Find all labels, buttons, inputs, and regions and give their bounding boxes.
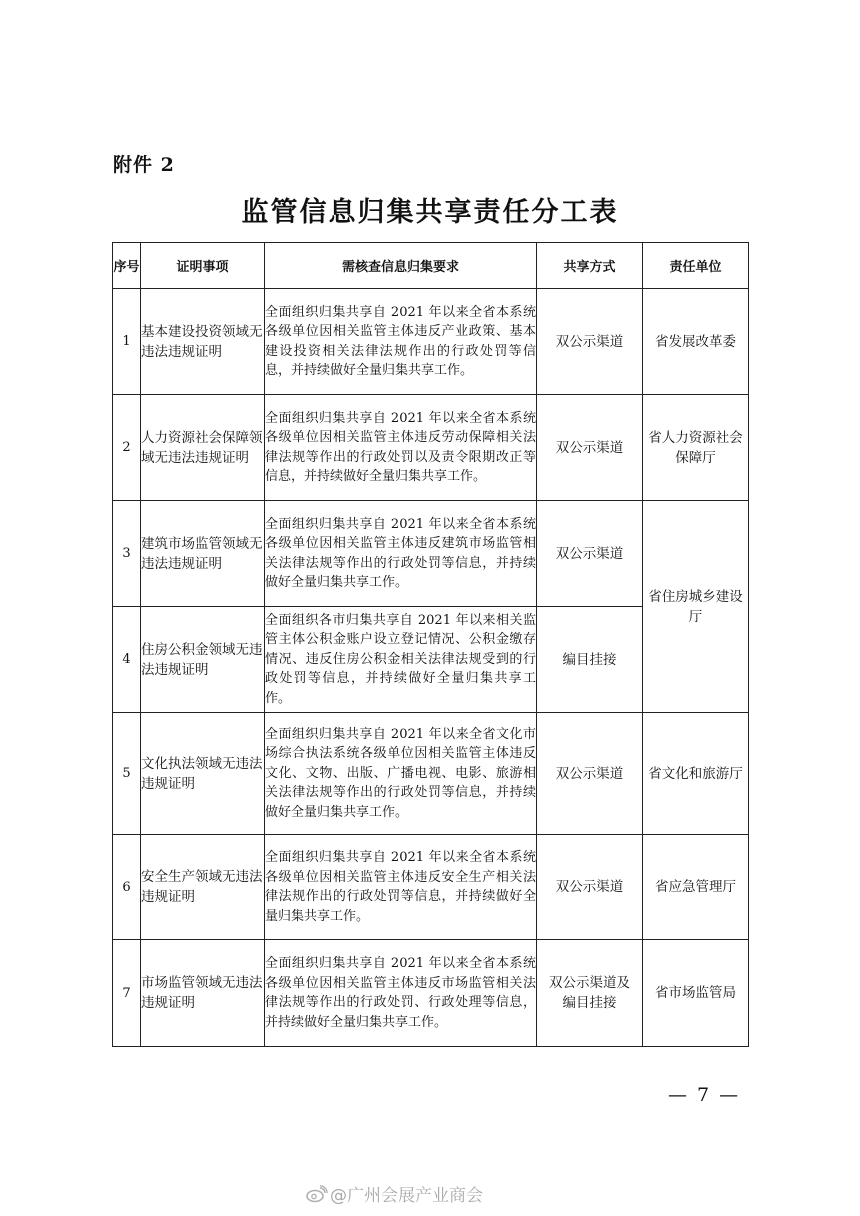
weibo-icon <box>306 1185 328 1203</box>
certificate-item: 安全生产领域无违法违规证明 <box>141 835 265 940</box>
responsible-unit: 省发展改革委 <box>643 289 749 395</box>
table-row <box>113 835 749 940</box>
responsible-unit: 省人力资源社会保障厅 <box>643 395 749 501</box>
row-number: 4 <box>113 607 141 713</box>
header-responsible-unit: 责任单位 <box>643 243 749 289</box>
requirement-text: 全面组织归集共享自 2021 年以来全省本系统各级单位因相关监管主体违反市场监管相关法律法规等作出的行政处罚、行政处理等信息，并持续做好全量归集共享工作。 <box>265 940 537 1047</box>
share-method: 双公示渠道 <box>537 395 643 501</box>
row-number: 3 <box>113 501 141 607</box>
certificate-item: 文化执法领域无违法违规证明 <box>141 713 265 835</box>
header-share-method: 共享方式 <box>537 243 643 289</box>
table-row <box>113 289 749 395</box>
header-serial-number: 序号 <box>113 243 141 289</box>
row-number: 1 <box>113 289 141 395</box>
row-number: 5 <box>113 713 141 835</box>
row-number: 6 <box>113 835 141 940</box>
share-method: 双公示渠道 <box>537 835 643 940</box>
requirement-text: 全面组织各市归集共享自 2021 年以来相关监管主体公积金账户设立登记情况、公积金缴存情况、违反住房公积金相关法律法规受到的行政处罚等信息，并持续做好全量归集共享工作。 <box>265 607 537 713</box>
header-requirement: 需核查信息归集要求 <box>265 243 537 289</box>
header-certificate-item: 证明事项 <box>141 243 265 289</box>
watermark <box>306 1181 483 1206</box>
share-method: 编目挂接 <box>537 607 643 713</box>
requirement-text: 全面组织归集共享自 2021 年以来全省本系统各级单位因相关监管主体违反劳动保障相关法律法规等作出的行政处罚以及责令限期改正等信息，并持续做好全量归集共享工作。 <box>265 395 537 501</box>
responsible-unit: 省应急管理厅 <box>643 835 749 940</box>
requirement-text: 全面组织归集共享自 2021 年以来全省本系统各级单位因相关监管主体违反建筑市场监管相关法律法规等作出的行政处罚等信息，并持续做好全量归集共享工作。 <box>265 501 537 607</box>
certificate-item: 市场监管领域无违法违规证明 <box>141 940 265 1047</box>
table-row <box>113 501 749 607</box>
certificate-item: 基本建设投资领域无违法违规证明 <box>141 289 265 395</box>
responsible-unit: 省住房城乡建设厅 <box>643 501 749 713</box>
attachment-label: 附件 2 <box>113 154 175 176</box>
share-method: 双公示渠道 <box>537 289 643 395</box>
share-method: 双公示渠道及编目挂接 <box>537 940 643 1047</box>
certificate-item: 建筑市场监管领域无违法违规证明 <box>141 501 265 607</box>
table-row <box>113 713 749 835</box>
responsible-unit: 省市场监管局 <box>643 940 749 1047</box>
watermark-text: @广州会展产业商会 <box>330 1186 483 1206</box>
share-method: 双公示渠道 <box>537 713 643 835</box>
requirement-text: 全面组织归集共享自 2021 年以来全省文化市场综合执法系统各级单位因相关监管主体违反文化、文物、出版、广播电视、电影、旅游相关法律法规等作出的行政处罚等信息，并持续做好全量归集共享工作。 <box>265 713 537 835</box>
table-row <box>113 940 749 1047</box>
row-number: 7 <box>113 940 141 1047</box>
certificate-item: 人力资源社会保障领域无违法违规证明 <box>141 395 265 501</box>
certificate-item: 住房公积金领域无违法违规证明 <box>141 607 265 713</box>
requirement-text: 全面组织归集共享自 2021 年以来全省本系统各级单位因相关监管主体违反安全生产相关法律法规作出的行政处罚等信息，并持续做好全量归集共享工作。 <box>265 835 537 940</box>
share-method: 双公示渠道 <box>537 501 643 607</box>
requirement-text: 全面组织归集共享自 2021 年以来全省本系统各级单位因相关监管主体违反产业政策、基本建设投资相关法律法规作出的行政处罚等信息，并持续做好全量归集共享工作。 <box>265 289 537 395</box>
responsibility-table <box>112 242 749 1047</box>
page-number: — 7 — <box>668 1084 741 1106</box>
row-number: 2 <box>113 395 141 501</box>
table-header-row <box>113 243 749 289</box>
responsible-unit: 省文化和旅游厅 <box>643 713 749 835</box>
table-row <box>113 395 749 501</box>
page-title: 监管信息归集共享责任分工表 <box>241 197 619 228</box>
